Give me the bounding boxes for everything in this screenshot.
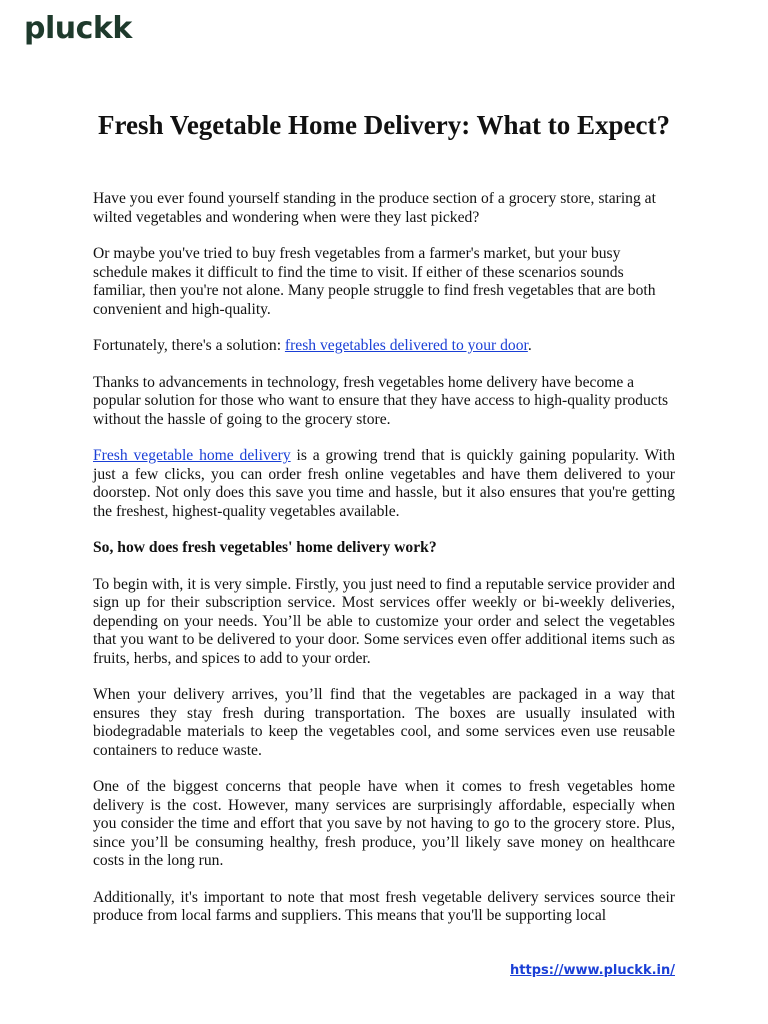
paragraph-how-it-works: To begin with, it is very simple. Firstly, you just need to find a reputable service provider and sign up for their subscription service. Most services offer weekly or bi-weekly deliveries, depending on your needs. You’ll be able to customize your order and select the vegetables that you want to be delivered to your door. Some services even offer additional items such as fruits, herbs, and spices to add to your order. (93, 575, 675, 667)
article-body (93, 190, 675, 944)
footer-website-link[interactable]: https://www.pluckk.in/ (510, 963, 675, 978)
paragraph-farmers-market: Or maybe you've tried to buy fresh vegetables from a farmer's market, but your busy schedule makes it difficult to find the time to visit. If either of these scenarios sounds familiar, then you're not alone. Many people struggle to find fresh vegetables that are both convenient and high-quality. (93, 245, 656, 318)
page-title: Fresh Vegetable Home Delivery: What to Expect? (98, 110, 670, 140)
paragraph-trend (93, 447, 675, 521)
paragraph-local-farms: Additionally, it's important to note that most fresh vegetable delivery services source their produce from local farms and suppliers. This means that you'll be supporting local (93, 888, 675, 924)
paragraph-cost: One of the biggest concerns that people have when it comes to fresh vegetables home delivery is the cost. However, many services are surprisingly affordable, especially when you consider the time and effort that you save by not having to go to the grocery store. Plus, since you’ll be consuming healthy, fresh produce, you’ll likely save money on healthcare costs in the long run. (93, 778, 675, 869)
pluckk-logo: pluckk (24, 11, 132, 46)
trend-text: is a growing trend that is quickly gaining popularity. With just a few clicks, you can order fresh online vegetables and have them delivered to your doorstep. Not only does this save you time and hassle, but it also ensures that you're getting the freshest, highest-quality vegetables available. (93, 447, 675, 520)
solution-period: . (527, 337, 532, 354)
fresh-vegetables-link[interactable]: fresh vegetables delivered to your door (284, 337, 528, 354)
solution-text: Fortunately, there's a solution: (93, 337, 285, 354)
paragraph-solution (93, 337, 675, 356)
home-delivery-link[interactable]: Fresh vegetable home delivery (93, 447, 291, 464)
paragraph-delivery-arrives: When your delivery arrives, you’ll find that the vegetables are packaged in a way that ensures they stay fresh during transportation. The boxes are usually insulated with biodegradable materials to keep the vegetables cool, and some services even use reusable containers to reduce waste. (93, 686, 675, 759)
section-subheading: So, how does fresh vegetables' home delivery work? (93, 539, 437, 556)
paragraph-technology: Thanks to advancements in technology, fresh vegetables home delivery have become a popular solution for those who want to ensure that they have access to high-quality products without the hassle of going to the grocery store. (93, 373, 669, 428)
paragraph-intro: Have you ever found yourself standing in the produce section of a grocery store, staring at wilted vegetables and wondering when were they last picked? (93, 190, 656, 226)
